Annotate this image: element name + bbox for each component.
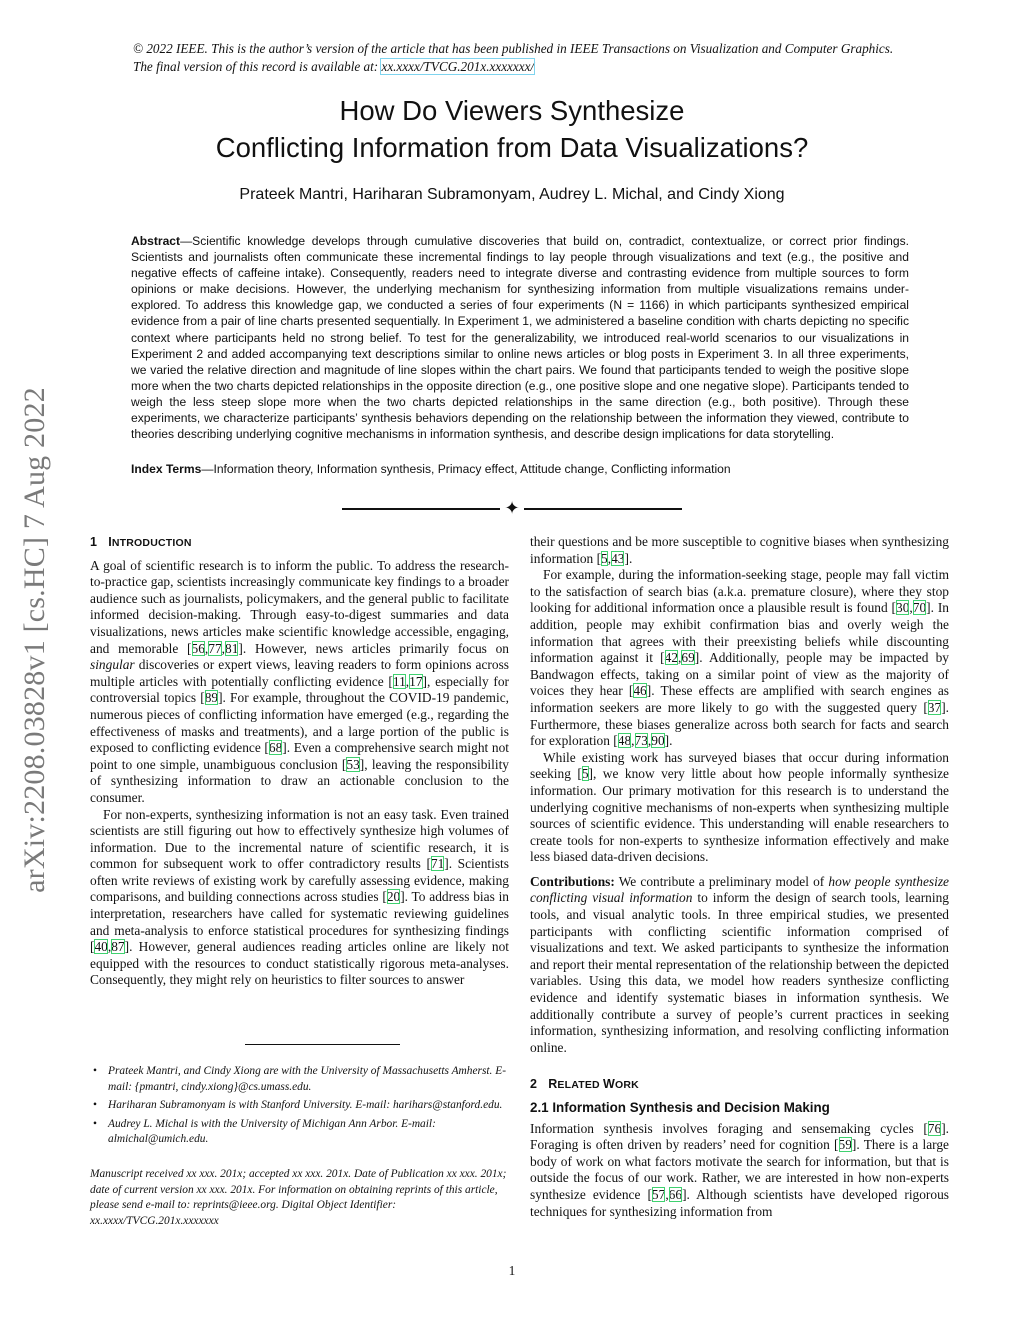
page-number: 1 (508, 1263, 516, 1278)
citation-link[interactable]: 43 (611, 550, 625, 566)
doi-link[interactable]: xx.xxxx/TVCG.201x.xxxxxxx/ (381, 59, 535, 74)
citation-link[interactable]: 57 (651, 1186, 666, 1202)
separator-line-right (524, 508, 682, 510)
footnote-item: • Hariharan Subramonyam is with Stanford University. E-mail: harihars@stanford.edu. (90, 1098, 510, 1114)
left-column (90, 534, 509, 989)
citation-link[interactable]: 90 (651, 733, 665, 749)
contributions-paragraph: Contributions: We contribute a preliminary model of how people synthesize conflicting visual information to inform the design of search tools, learning tools, and visual analytic tools. In three empirical studies, we presented participants with conflicting scientific information comprised of visualizations and text. We asked participants to synthesize the information and report their mental representation of the relationship between the depicted variables. Using this data, we model how readers synthesize conflicting evidence and identify systematic biases in information synthesis. We additionally contribute a survey of people’s current practices in seeking information, synthesizing information, and resolving conflicting information online. (530, 873, 949, 1055)
footnote-item: • Prateek Mantri, and Cindy Xiong are with the University of Massachusetts Amherst. E-mail: {pmantri, cindy.xiong}@cs.umass.edu. (90, 1064, 510, 1095)
citation-link[interactable]: 77 (208, 640, 222, 656)
citation-link[interactable]: 68 (268, 740, 283, 756)
citation-link[interactable]: 70 (912, 600, 927, 616)
citation-link[interactable]: 30 (896, 600, 910, 616)
index-terms-text: —Information theory, Information synthesis, Primacy effect, Attitude change, Conflicting information (201, 462, 731, 476)
section-heading-introduction: 1 INTRODUCTION (90, 535, 192, 549)
citation-link[interactable]: 53 (346, 756, 360, 772)
citation-link[interactable]: 17 (409, 673, 423, 689)
manuscript-info: Manuscript received xx xxx. 201x; accepted xx xxx. 201x. Date of Publication xx xxx. 201x; date of current version xx xxx. 201x. For information on obtaining reprints of this article, please send e-mail to: reprints@ieee.org. Digital Object Identifier: xx.xxxx/TVCG.201x.xxxxxxx (90, 1168, 507, 1227)
citation-link[interactable]: 5 (581, 766, 589, 782)
citation-link[interactable]: 56 (191, 640, 205, 656)
citation-link[interactable]: 71 (430, 856, 445, 872)
body-paragraph: their questions and be more susceptible to cognitive biases when synthesizing information [5,43]. (530, 534, 949, 566)
citation-link[interactable]: 37 (927, 699, 942, 715)
body-paragraph: For example, during the information-seeking stage, people may fall victim to the satisfaction of search bias (a.k.a. premature closure), where they stop looking for additional information once a plausible result is found [30,70]. In addition, people may exhibit confirmation bias and overly weigh the information that agrees with their preexisting beliefs while discounting information against it [42,69]. Additionally, people may be impacted by Bandwagon effects, taking on a similar point of view as the majority of voices they hear [46]. These effects are amplified with search engines as information seekers are more likely to go with the suggested query [37]. Furthermore, these biases generalize across both search for facts and search for exploration [48,73,90]. (530, 567, 949, 749)
section-separator (342, 499, 682, 519)
contributions-label: Contributions: (530, 873, 615, 889)
citation-link[interactable]: 42 (664, 650, 679, 666)
title-line-1: How Do Viewers Synthesize (339, 95, 685, 126)
copyright-notice (133, 40, 913, 76)
index-terms-label: Index Terms (131, 462, 202, 476)
right-column (530, 534, 949, 1220)
citation-link[interactable]: 89 (204, 690, 219, 706)
abstract-text: —Scientific knowledge develops through cumulative discoveries that build on, contradict, contextualize, or correct prior findings. Scientists and journalists often communicate these incremental findings to lay people through visualizations and text (e.g., the positive and negative effects of caffeine intake). Consequently, readers need to integrate diverse and contrasting evidence from multiple sources to form opinions or make decisions. However, the underlying mechanism for synthesizing information from multiple visualizations remains under-explored. To address this knowledge gap, we conducted a series of four experiments (N = 1166) in which participants synthesized empirical evidence from a pair of line charts presented sequentially. In Experiment 1, we administered a baseline condition with charts depicting no specific context where participants held no strong belief. To test for the generalizability, we introduced real-world scenarios to our visualizations in Experiment 2 and added accompanying text descriptions similar to online news articles or blog posts in Experiment 3. In all three experiments, we varied the relative direction and magnitude of line slopes within the chart pairs. We found that participants tended to weigh the positive slope more when the two charts depicted relationships in the opposite direction (e.g., one positive slope and one negative slope). Participants tended to weigh the less steep slope more when the two charts depicted relationships in the same direction (e.g., both positive). Through these experiments, we characterize participants’ synthesis behaviors depending on the relationship between the information they viewed, contribute to theories describing underlying cognitive mechanisms in information synthesis, and describe design implications for data storytelling. (131, 234, 909, 442)
author-footnotes (90, 1064, 510, 1151)
index-terms (131, 462, 909, 476)
intro-paragraph-2: For non-experts, synthesizing information is not an easy task. Even trained scientists are still figuring out how to effectively synthesize high volumes of information. Due to the incremental nature of scientific research, it is common for subsequent work to offer contradictory results [71]. Scientists often write reviews of existing work by carefully assessing evidence, making comparisons, and building connections across studies [20]. To address bias in interpretation, researchers have called for systematic reviewing guidelines and meta-analysis to enforce statistical procedures for synthesizing findings [40,87]. However, general audiences reading articles online are likely not equipped with the resources to conduct statistically rigorous meta-analyses. Consequently, they might rely on heuristics to filter sources to answer (90, 806, 509, 988)
citation-link[interactable]: 48 (617, 733, 632, 749)
footnote-rule (245, 1044, 400, 1045)
citation-link[interactable]: 87 (111, 939, 125, 955)
subsection-heading: 2.1 Information Synthesis and Decision Making (530, 1100, 830, 1115)
arxiv-stamp: arXiv:2208.03828v1 [cs.HC] 7 Aug 2022 (18, 387, 51, 893)
citation-link[interactable]: 11 (392, 673, 406, 689)
abstract-label: Abstract (131, 234, 181, 248)
citation-link[interactable]: 73 (634, 733, 648, 749)
copyright-text: © 2022 IEEE. This is the author’s version of the article that has been published in IEEE Transactions on Visualization and Computer Graphics. The final version of this record is available at: (133, 41, 894, 74)
intro-paragraph-1: A goal of scientific research is to inform the public. To address the research-to-practice gap, scientists increasingly communicate key findings to a broader audience such as journalists, policymakers, and the general public to facilitate informed decision-making. Through easy-to-digest summaries and data visualizations, news articles make scientific knowledge accessible, engaging, and memorable [56,77,81]. However, news articles primarily focus on singular discoveries or expert views, leaving readers to form opinions across multiple articles with potentially conflicting evidence [11,17], especially for controversial topics [89]. For example, throughout the COVID-19 pandemic, numerous pieces of conflicting information have emerged (e.g., regarding the effectiveness of masks and treatments), and a large portion of the public is exposed to conflicting evidence [68]. Even a comprehensive search might not point to one simple, unambiguous conclusion [53], leaving the responsibility of synthesizing information to draw an actionable conclusion to the consumer. (90, 557, 510, 805)
citation-link[interactable]: 76 (927, 1120, 942, 1136)
citation-link[interactable]: 5 (601, 550, 608, 566)
citation-link[interactable]: 69 (681, 650, 695, 666)
footnote-item: • Audrey L. Michal is with the University of Michigan Ann Arbor. E-mail: almichal@umich.edu. (90, 1117, 510, 1148)
section-heading-related-work: 2 RELATED WORK (530, 1077, 639, 1092)
citation-link[interactable]: 66 (668, 1186, 683, 1202)
abstract (131, 233, 909, 442)
body-paragraph: Information synthesis involves foraging and sensemaking cycles [76]. Foraging is often driven by readers’ need for cognition [59]. There is a large body of work on what factors motivate the search for information, but that is outside the focus of our work. Rather, we are interested in how non-experts synthesize evidence [57,66]. Although scientists have developed rigorous techniques for synthesizing information from (530, 1120, 950, 1219)
author-list: Prateek Mantri, Hariharan Subramonyam, Audrey L. Michal, and Cindy Xiong (239, 186, 785, 203)
diamond-star-icon: ✦ (504, 498, 520, 518)
arxiv-margin (0, 0, 70, 1325)
separator-line-left (342, 508, 500, 510)
citation-link[interactable]: 40 (94, 939, 108, 955)
citation-link[interactable]: 81 (225, 640, 239, 656)
citation-link[interactable]: 46 (633, 683, 647, 699)
paper-title (100, 92, 924, 166)
citation-link[interactable]: 20 (386, 889, 401, 905)
citation-link[interactable]: 59 (838, 1137, 852, 1153)
body-paragraph: While existing work has surveyed biases that occur during information seeking [5], we know very little about how people informally synthesize information. Our primary motivation for this research is to understand the underlying cognitive mechanisms of non-experts when synthesizing multiple sources of scientific evidence. This understanding will enable researchers to create tools for non-experts to synthesize information effectively and make less biased data-driven decisions. (530, 749, 949, 865)
title-line-2: Conflicting Information from Data Visualizations? (215, 132, 809, 163)
